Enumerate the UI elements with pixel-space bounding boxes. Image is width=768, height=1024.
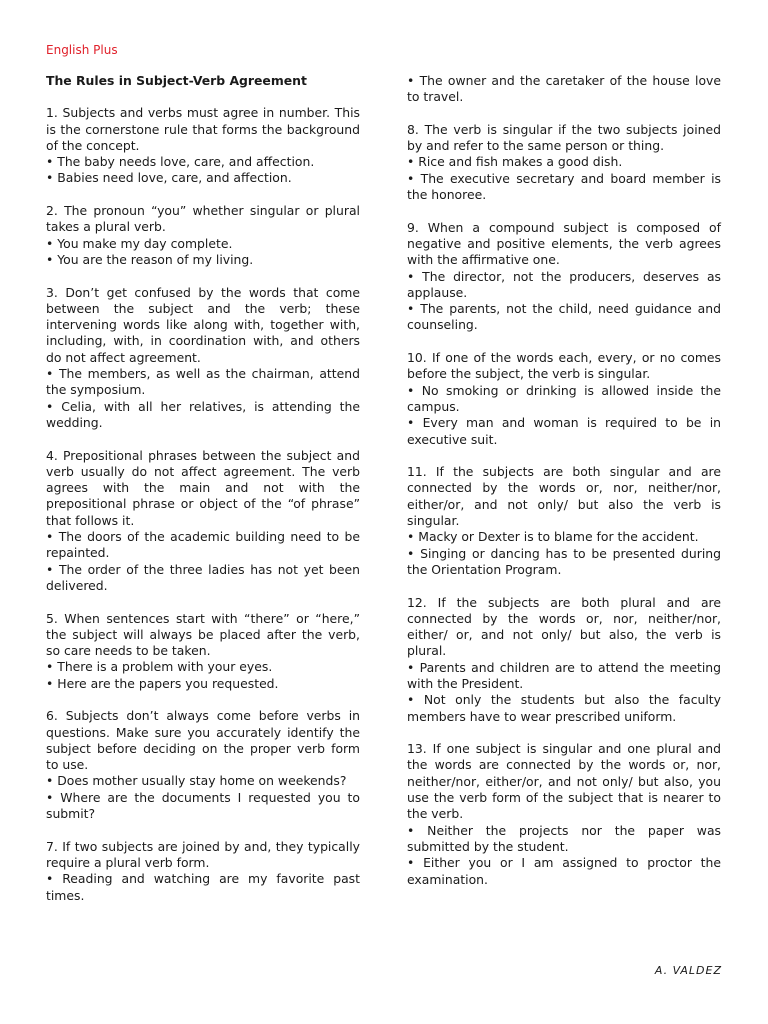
right-column (407, 73, 721, 904)
rule-section (46, 708, 360, 822)
rule-text: 10. If one of the words each, every, or no comes before the subject, the verb is singular. (407, 350, 721, 382)
rule-section (46, 105, 360, 186)
example-bullet: • Does mother usually stay home on weekends? (46, 773, 360, 789)
document-title: The Rules in Subject-Verb Agreement (46, 73, 307, 88)
rule-text: 6. Subjects don’t always come before verbs in questions. Make sure you accurately identify the subject before deciding on the proper verb form to use. (46, 708, 360, 773)
rule-text: 7. If two subjects are joined by and, they typically require a plural verb form. (46, 838, 360, 870)
example-bullet: • You are the reason of my living. (46, 252, 360, 268)
rule-section (46, 203, 360, 268)
example-bullet: • Neither the projects nor the paper was submitted by the student. (407, 823, 721, 856)
rule-text: 11. If the subjects are both singular and are connected by the words or, nor, neither/nor, either/or, and not only/ but also the verb is singular. (407, 464, 721, 529)
example-bullet: • Rice and fish makes a good dish. (407, 154, 721, 170)
rule-section (407, 741, 721, 888)
example-bullet: • Celia, with all her relatives, is attending the wedding. (46, 399, 360, 432)
rule-text: 2. The pronoun “you” whether singular or plural takes a plural verb. (46, 203, 360, 235)
rule-section (46, 839, 360, 904)
example-bullet: • Singing or dancing has to be presented during the Orientation Program. (407, 546, 721, 579)
rule-section (407, 73, 721, 106)
example-bullet: • The owner and the caretaker of the house love to travel. (407, 73, 721, 106)
rule-section (46, 448, 360, 595)
example-bullet: • The director, not the producers, deserves as applause. (407, 269, 721, 302)
left-rules (46, 105, 360, 904)
example-bullet: • No smoking or drinking is allowed inside the campus. (407, 383, 721, 416)
example-bullet: • Here are the papers you requested. (46, 676, 360, 692)
example-bullet: • Where are the documents I requested you to submit? (46, 790, 360, 823)
right-rules (407, 73, 721, 888)
rule-text: 1. Subjects and verbs must agree in number. This is the cornerstone rule that forms the background of the concept. (46, 105, 360, 153)
example-bullet: • Every man and woman is required to be in executive suit. (407, 415, 721, 448)
example-bullet: • Babies need love, care, and affection. (46, 170, 360, 186)
footer-author: A. VALDEZ (654, 964, 722, 977)
rule-text: 3. Don’t get confused by the words that come between the subject and the verb; these intervening words like along with, together with, including, with, in coordination with, and others do not affect agreement. (46, 284, 360, 365)
rule-section (46, 611, 360, 692)
rule-text: 5. When sentences start with “there” or “here,” the subject will always be placed after the verb, so care needs to be taken. (46, 610, 360, 659)
header-brand: English Plus (46, 43, 118, 57)
example-bullet: • The parents, not the child, need guidance and counseling. (407, 301, 721, 334)
example-bullet: • The doors of the academic building need to be repainted. (46, 529, 360, 562)
rule-section (407, 350, 721, 448)
example-bullet: • The baby needs love, care, and affection. (46, 154, 360, 170)
left-column (46, 73, 360, 920)
example-bullet: • You make my day complete. (46, 236, 360, 252)
rule-section (407, 122, 721, 203)
rule-text: 12. If the subjects are both plural and are connected by the words or, nor, neither/nor, either/ or, and not only/ but also, the verb is plural. (407, 594, 721, 659)
rule-section (407, 220, 721, 334)
rule-text: 4. Prepositional phrases between the subject and verb usually do not affect agreement. The verb agrees with the main and not with the prepositional phrase or object of the “of phrase” that follows it. (46, 447, 360, 528)
example-bullet: • Either you or I am assigned to proctor the examination. (407, 855, 721, 888)
example-bullet: • Parents and children are to attend the meeting with the President. (407, 660, 721, 693)
rule-section (46, 285, 360, 432)
example-bullet: • Macky or Dexter is to blame for the accident. (407, 529, 721, 545)
example-bullet: • There is a problem with your eyes. (46, 659, 360, 675)
rule-section (407, 595, 721, 725)
example-bullet: • The order of the three ladies has not yet been delivered. (46, 562, 360, 595)
rule-text: 13. If one subject is singular and one plural and the words are connected by the words or, nor, neither/nor, either/or, and not only/ but also, you use the verb form of the subject that is nearer to the verb. (407, 741, 721, 822)
rule-text: 8. The verb is singular if the two subjects joined by and refer to the same person or thing. (407, 121, 721, 154)
rule-text: 9. When a compound subject is composed of negative and positive elements, the verb agrees with the affirmative one. (407, 219, 721, 268)
rule-section (407, 464, 721, 578)
example-bullet: • The executive secretary and board member is the honoree. (407, 171, 721, 204)
example-bullet: • Not only the students but also the faculty members have to wear prescribed uniform. (407, 692, 721, 725)
example-bullet: • The members, as well as the chairman, attend the symposium. (46, 366, 360, 399)
example-bullet: • Reading and watching are my favorite past times. (46, 871, 360, 904)
